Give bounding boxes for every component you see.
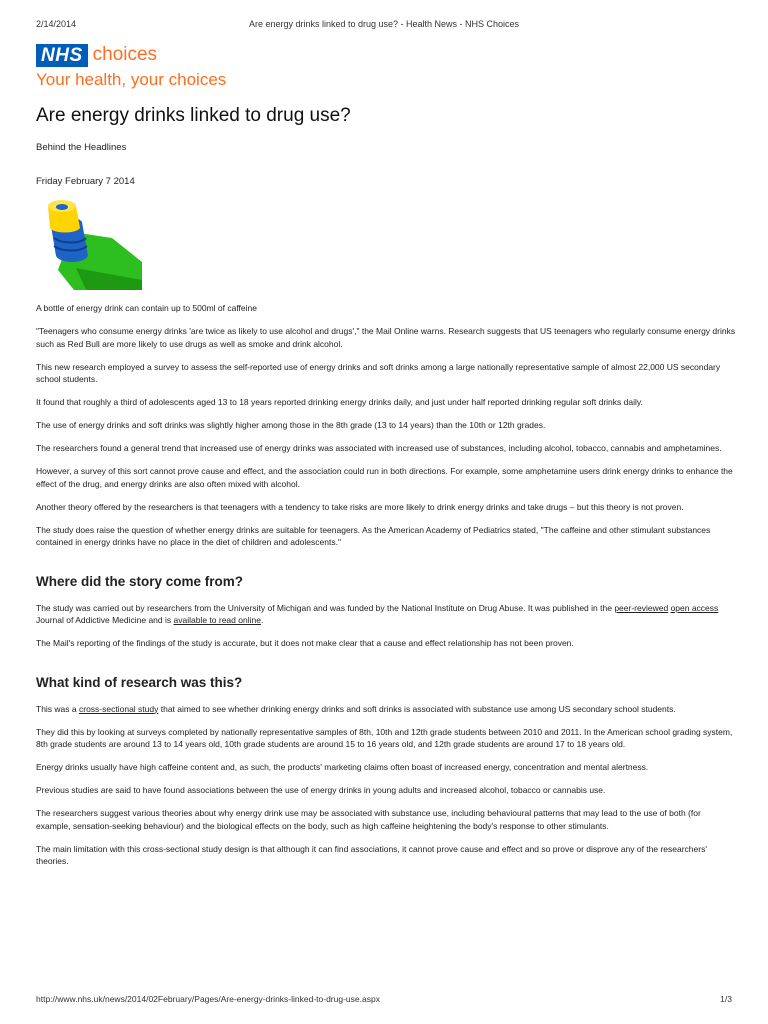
print-date: 2/14/2014 — [36, 19, 77, 29]
open-access-link[interactable]: open access — [670, 602, 719, 613]
intro-paragraph-5: The researchers found a general trend that increased use of energy drinks was associated with increased use of substances, including alcohol, tobacco, cannabis and amphetamines. — [36, 443, 722, 453]
image-caption: A bottle of energy drink can contain up to 500ml of caffeine — [36, 303, 257, 313]
story-source-text: Journal of Addictive Medicine and is — [36, 615, 174, 625]
read-online-link[interactable]: available to read online — [173, 615, 261, 625]
print-header — [36, 19, 732, 33]
article-title: Are energy drinks linked to drug use? — [36, 105, 351, 126]
nhs-logo-mark: NHS — [36, 44, 88, 67]
choices-logo-text: choices — [92, 44, 158, 65]
story-source-paragraph-2: The Mail's reporting of the findings of the study is accurate, but it does not make clear that a cause and effect relationship has not been proven. — [36, 638, 574, 648]
intro-paragraph-6: However, a survey of this sort cannot prove cause and effect, and the association could run in both directions. For example, some amphetamine users drink energy drinks to enhance the effect of the drug, and energy drinks are also often mixed with alcohol. — [36, 466, 733, 489]
heading-story-source: Where did the story come from? — [36, 573, 244, 589]
logo-tagline: Your health, your choices — [36, 70, 227, 89]
research-paragraph-6: The main limitation with this cross-sectional study design is that although it can find associations, it cannot prove cause and effect and so prove or disprove any of the researchers' theories. — [36, 843, 707, 866]
print-footer — [36, 994, 732, 1006]
print-document-title: Are energy drinks linked to drug use? - Health News - NHS Choices — [248, 19, 520, 29]
cross-sectional-study-link[interactable]: cross-sectional study — [79, 703, 159, 714]
intro-paragraph-8: The study does raise the question of whether energy drinks are suitable for teenagers. As the American Academy of Pediatrics stated, "The caffeine and other stimulant substances contained in energy drinks have no place in the diet of children and adolescents." — [36, 524, 711, 547]
research-text: This was a — [36, 703, 79, 714]
print-url: http://www.nhs.uk/news/2014/02February/Pages/Are-energy-drinks-linked-to-drug-use.aspx — [36, 994, 380, 1004]
research-text: that aimed to see whether drinking energy drinks and soft drinks is associated with substance use among US secondary school students. — [158, 703, 676, 714]
energy-drink-bottle-image — [36, 198, 142, 290]
story-source-text: The study was carried out by researchers from the University of Michigan and was funded by the National Institute on Drug Abuse. It was published in the — [36, 602, 615, 613]
story-source-paragraph-1 — [36, 602, 736, 627]
intro-paragraph-3: It found that roughly a third of adolescents aged 13 to 18 years reported drinking energy drinks daily, and just under half reported drinking regular soft drinks daily. — [36, 397, 643, 407]
nhs-choices-logo[interactable] — [36, 44, 157, 67]
research-paragraph-4: Previous studies are said to have found associations between the use of energy drinks in young adults and increased alcohol, tobacco or cannabis use. — [36, 785, 606, 795]
article-date: Friday February 7 2014 — [36, 176, 135, 187]
research-paragraph-5: The researchers suggest various theories about why energy drink use may be associated with substance use, including behavioural patterns that may lead to the use of both (for example, sensation-seeking behaviour) and the biological effects on the body, such as high caffeine heightening the body's response to other stimulants. — [36, 808, 701, 831]
section-label: Behind the Headlines — [36, 142, 127, 153]
peer-reviewed-link[interactable]: peer-reviewed — [614, 602, 669, 613]
article-body — [36, 302, 736, 878]
intro-paragraph-7: Another theory offered by the researchers is that teenagers with a tendency to take risks are more likely to drink energy drinks and take drugs – but this theory is not proven. — [36, 501, 684, 512]
story-source-text: . — [260, 615, 264, 625]
research-paragraph-2: They did this by looking at surveys completed by nationally representative samples of 8th, 10th and 12th grade students between 2010 and 2011. In the American school grading system, 8th grade students are around 13 to 14 years old, 10th grade students are around 15 to 16 years old, and 12th grade students are around 17 to 18 years old. — [36, 726, 733, 749]
research-paragraph-1 — [36, 703, 736, 716]
research-paragraph-3: Energy drinks usually have high caffeine content and, as such, the products' marketing claims often boast of increased energy, concentration and mental alertness. — [36, 762, 649, 772]
intro-paragraph-4: The use of energy drinks and soft drinks was slightly higher among those in the 8th grade (13 to 14 years) than the 10th or 12th grades. — [36, 420, 546, 430]
heading-research-type: What kind of research was this? — [36, 674, 243, 690]
intro-paragraph-2: This new research employed a survey to assess the self-reported use of energy drinks and soft drinks among a large nationally representative sample of almost 22,000 US secondary school students. — [36, 361, 721, 384]
intro-paragraph-1: "Teenagers who consume energy drinks 'are twice as likely to use alcohol and drugs'," the Mail Online warns. Research suggests that US teenagers who regularly consume energy drinks such as Red Bull are more likely to use drugs as well as smoke and drink alcohol. — [36, 326, 736, 349]
page-number: 1/3 — [720, 994, 732, 1004]
